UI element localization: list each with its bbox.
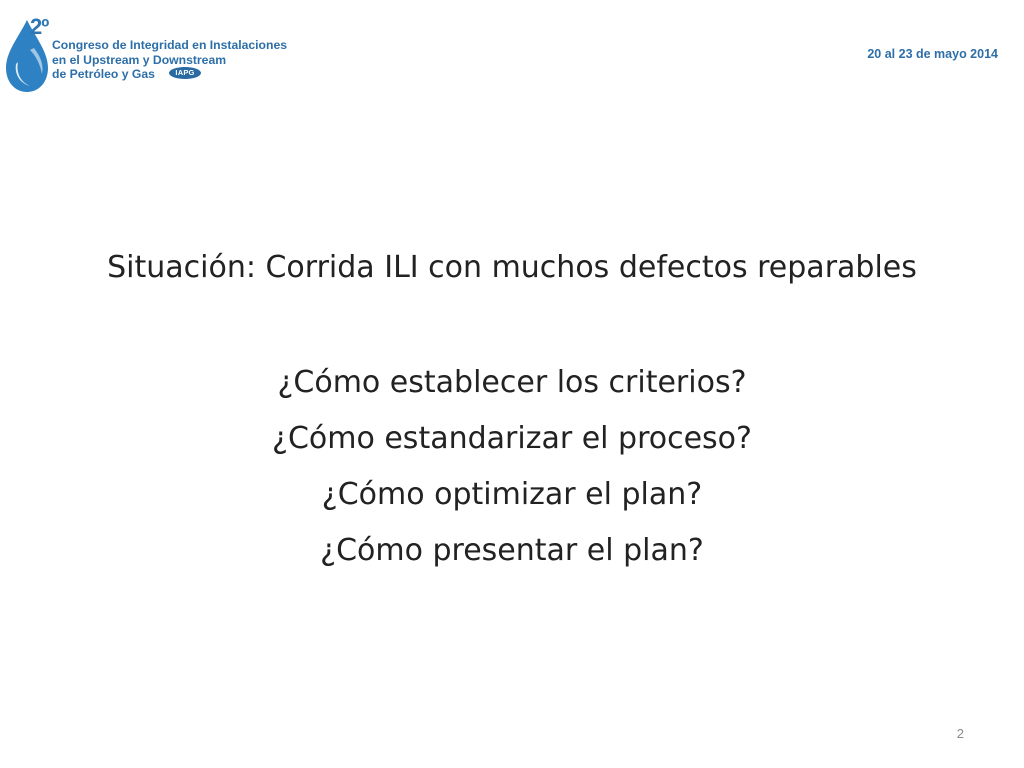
question-item: ¿Cómo estandarizar el proceso? xyxy=(272,421,752,456)
question-item: ¿Cómo presentar el plan? xyxy=(320,533,704,568)
question-item: ¿Cómo establecer los criterios? xyxy=(277,365,747,400)
question-item: ¿Cómo optimizar el plan? xyxy=(321,477,703,512)
page-number: 2 xyxy=(956,726,964,741)
logo-line: de Petróleo y Gas xyxy=(52,67,155,81)
event-date: 20 al 23 de mayo 2014 xyxy=(867,47,998,61)
logo-line: en el Upstream y Downstream xyxy=(52,52,227,67)
question-list xyxy=(40,363,984,587)
iapg-badge: IAPG xyxy=(169,67,201,79)
logo-line: Congreso de Integridad en Instalaciones xyxy=(52,38,287,52)
logo-edition-number: 2º xyxy=(30,14,49,39)
situation-statement: Situación: Corrida ILI con muchos defectos reparables xyxy=(107,250,917,285)
slide-header xyxy=(0,0,1024,100)
